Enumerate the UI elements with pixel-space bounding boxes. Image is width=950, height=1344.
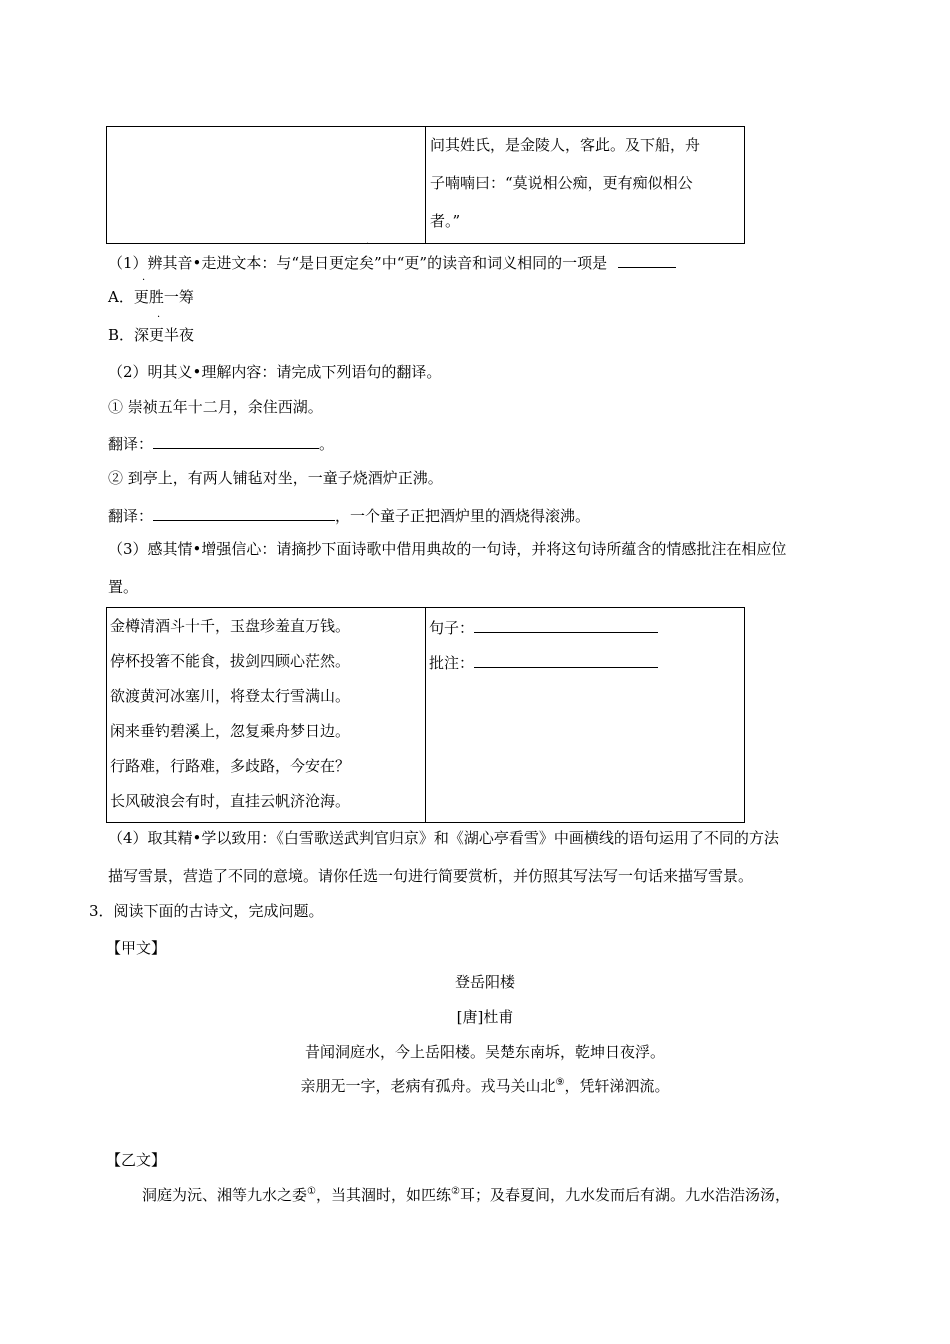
poem-line: 金樽清酒斗十千，玉盘珍羞直万钱。 [110, 617, 351, 635]
poem-line: 欲渡黄河冰塞川，将登太行雪满山。 [110, 687, 351, 705]
poem-line-2-a: 亲朋无一字，老病有孤舟。戎马关山北 [300, 1077, 556, 1095]
poem-table-divider [425, 608, 426, 822]
table-top-line-2: 子喃喃曰：“莫说相公痴，更有痴似相公 [430, 174, 693, 192]
footnote-marker: ① [307, 1186, 316, 1197]
q2-translation-1-label: 翻译： [108, 435, 154, 453]
q1-option-a: A．更胜一筹 [108, 288, 194, 306]
q2-item-2: ② 到亭上，有两人铺毡对坐，一童子烧酒炉正沸。 [108, 469, 443, 487]
q2-translation-2-end: ，一个童子正把酒炉里的酒烧得滚沸。 [335, 507, 591, 525]
emphasis-dot: · [157, 312, 161, 323]
table-top-divider [425, 127, 426, 243]
poem-line: 长风破浪会有时，直挂云帆济沧海。 [110, 792, 351, 810]
q2-translation-1-blank[interactable] [153, 433, 319, 449]
note-field [429, 652, 658, 672]
footnote-marker: ② [451, 1186, 460, 1197]
note-label: 批注： [429, 654, 475, 672]
q2-item-1: ① 崇祯五年十二月，余住西湖。 [108, 398, 323, 416]
poem-line: 停杯投箸不能食，拔剑四顾心茫然。 [110, 652, 351, 670]
sentence-field [429, 617, 658, 637]
poem-line: 行路难，行路难，多歧路，今安在？ [110, 757, 351, 775]
q2-translation-1 [108, 433, 334, 453]
q4-line-1: （4）取其精•学以致用：《白雪歌送武判官归京》和《湖心亭看雪》中画横线的语句运用了不同的方法 [108, 829, 779, 847]
poem-table [106, 607, 745, 823]
q2-translation-2 [108, 505, 590, 525]
emphasis-dot: · [142, 275, 146, 286]
yi-text [142, 1186, 790, 1204]
table-top-line-3: 者。” [430, 212, 461, 230]
q2-translation-1-end: 。 [319, 435, 335, 453]
q2-translation-2-label: 翻译： [108, 507, 154, 525]
yi-text-b: ，当其涸时，如匹练 [315, 1186, 451, 1204]
table-top [106, 126, 745, 244]
q1-prompt-text: （1）辨其音•走进文本：与“是日更定矣”中“更”的读音和词义相同的一项是 [108, 254, 608, 272]
footnote-marker: ⑨ [555, 1077, 565, 1088]
sentence-label: 句子： [429, 619, 475, 637]
q1-prompt [108, 252, 676, 272]
q1-answer-blank[interactable] [618, 252, 676, 268]
yi-text-a: 洞庭为沅、湘等九水之委 [142, 1186, 308, 1204]
poem-line-2-b: ，凭轩涕泗流。 [564, 1077, 670, 1095]
sentence-blank[interactable] [474, 617, 658, 633]
q4-line-2: 描写雪景，营造了不同的意境。请你任选一句进行简要赏析，并仿照其写法写一句话来描写雪景。 [108, 867, 754, 885]
poem-title: 登岳阳楼 [454, 973, 515, 991]
q1-option-b: B．深更半夜 [108, 326, 195, 344]
jia-label: 【甲文】 [106, 939, 167, 957]
q3-prompt-line-2: 置。 [108, 578, 139, 596]
yi-text-c: 耳；及春夏间，九水发而后有湖。九水浩浩汤汤， [459, 1186, 790, 1204]
yi-label: 【乙文】 [106, 1151, 167, 1169]
q2-translation-2-blank[interactable] [153, 505, 335, 521]
section-3-heading: 3．阅读下面的古诗文，完成问题。 [89, 902, 324, 920]
poem-line-1: 昔闻洞庭水，今上岳阳楼。吴楚东南坼，乾坤日夜浮。 [304, 1043, 665, 1061]
table-top-line-1: 问其姓氏，是金陵人，客此。及下船，舟 [430, 136, 701, 154]
q3-prompt-line-1: （3）感其情•增强信心：请摘抄下面诗歌中借用典故的一句诗，并将这句诗所蕴含的情感批注在相应位 [108, 540, 787, 558]
poem-line: 闲来垂钓碧溪上，忽复乘舟梦日边。 [110, 722, 351, 740]
q2-prompt: （2）明其义•理解内容：请完成下列语句的翻译。 [108, 363, 442, 381]
poem-author: [唐]杜甫 [456, 1008, 514, 1026]
poem-line-2 [0, 1077, 950, 1095]
emphasis-dot: · [366, 239, 370, 250]
note-blank[interactable] [474, 652, 658, 668]
